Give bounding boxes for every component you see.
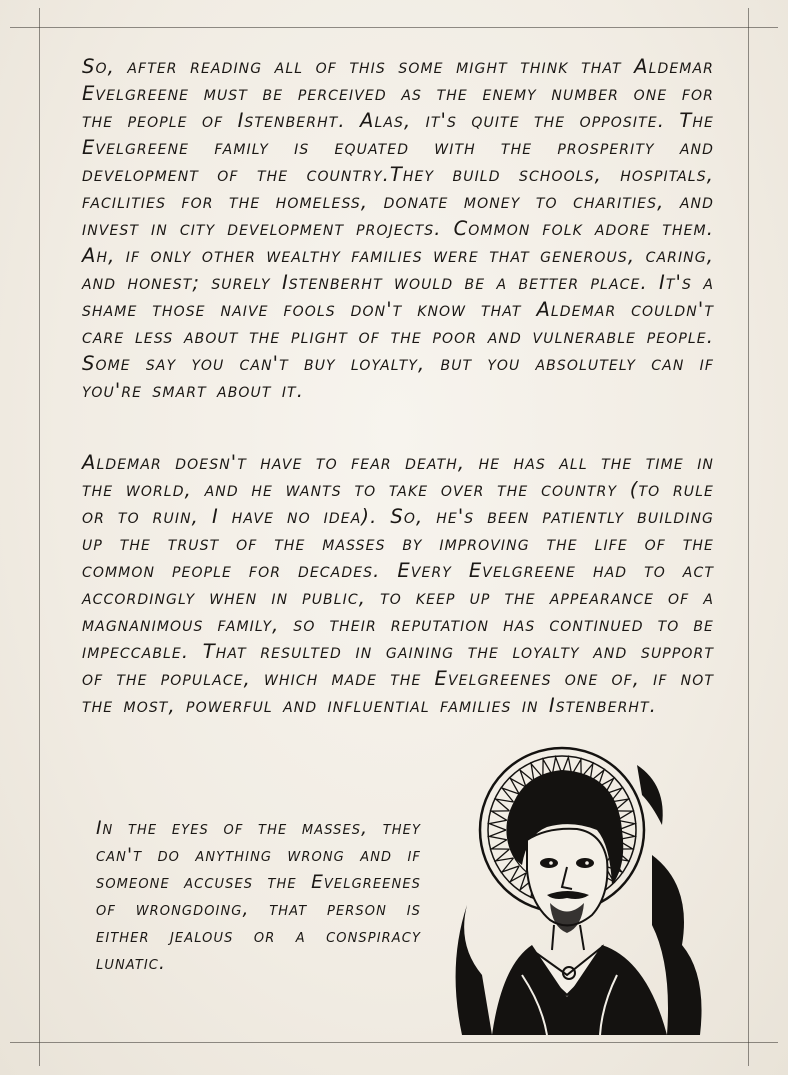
frame-line-top xyxy=(10,27,778,28)
body-paragraph-2: Aldemar doesn't have to fear death, he has all the time in the world, and he wants to take over the country (to rule or to ruin, I have no idea). So, he's been patiently building up the trust of the masses by improving the life of the common people for decades. Every Evelgreene had to act accordingly when in public, to keep up the appearance of a magnanimous family, so their reputation has continued to be impeccable. That resulted in gaining the loyalty and support of the populace, which made the Evelgreenes one of, if not the most, powerful and influential families in Istenberht. xyxy=(82,451,714,717)
halo-petal xyxy=(489,820,507,830)
aldemar-portrait-illustration xyxy=(452,735,727,1043)
frame-line-right xyxy=(748,8,749,1066)
face xyxy=(527,829,607,926)
halo-petal xyxy=(491,840,509,849)
frame-line-left xyxy=(39,8,40,1066)
coat xyxy=(492,945,667,1035)
side-quote: In the eyes of the masses, they can't do anything wrong and if someone accuses the Evelgreenes of wrongdoing, that person is either jealous or a conspiracy lunatic. xyxy=(96,818,421,974)
body-paragraph-1: So, after reading all of this some might think that Aldemar Evelgreene must be perceived as the enemy number one for the people of Istenberht. Alas, it's quite the opposite. The Evelgreene family is equated with the prosperity and development of the country.They build schools, hospitals, facilities for the homeless, donate money to charities, and invest in city development projects. Common folk adore them. Ah, if only other wealthy families were that generous, caring, and honest; surely Istenberht would be a better place. It's a shame those naive fools don't know that Aldemar couldn't care less about the plight of the poor and vulnerable people. Some say you can't buy loyalty, but you absolutely can if you're smart about it. xyxy=(82,55,714,402)
portrait-svg xyxy=(452,735,727,1043)
halo-petal xyxy=(489,830,507,840)
halo-petal xyxy=(491,811,509,820)
